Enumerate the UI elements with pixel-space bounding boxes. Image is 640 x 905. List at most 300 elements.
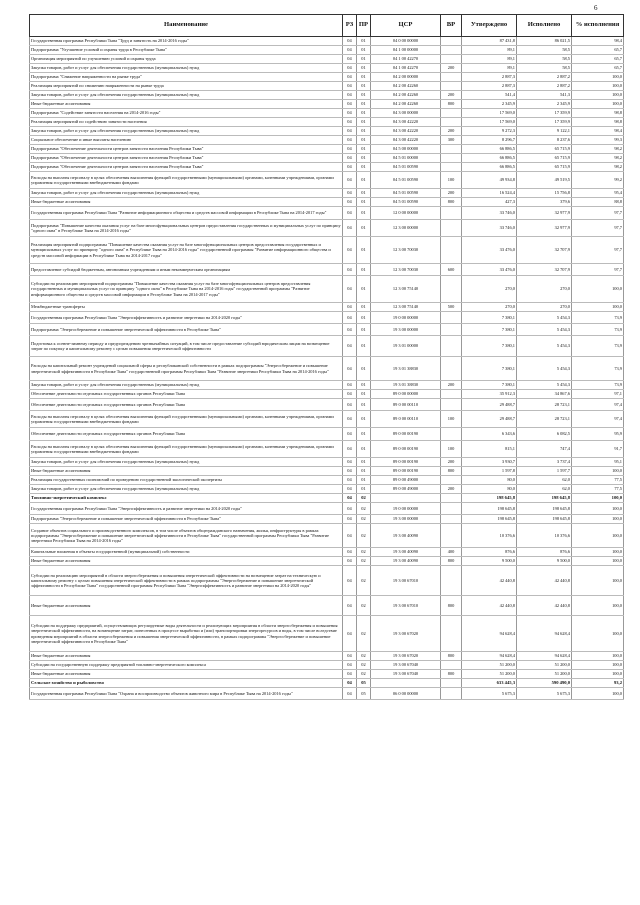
row-vr: 200 bbox=[441, 91, 462, 100]
row-rz: 04 bbox=[343, 198, 357, 207]
row-name: Подпрограмма "Энергосбережение и повышение энергетической эффективности в Республике Тыва" bbox=[30, 515, 343, 524]
row-vr: 800 bbox=[441, 557, 462, 566]
header-rz: РЗ bbox=[343, 15, 357, 37]
row-executed: 32 707,9 bbox=[517, 237, 572, 264]
table-row bbox=[30, 46, 624, 55]
row-executed: 2 887,2 bbox=[517, 82, 572, 91]
row-approved: 33 476,0 bbox=[462, 264, 517, 276]
row-vr: 800 bbox=[441, 670, 462, 679]
row-name: Государственная программа Республики Тыва "Энергоэффективность и развитие энергетики на 2014-2020 годы" bbox=[30, 503, 343, 515]
row-rz: 04 bbox=[343, 357, 357, 381]
row-name: Реализация мероприятий подпрограммы "Повышение качества оказания услуг на базе многофункциональных центров предоставления государственных и муниципальных услуг по принципу "одного окна" в Республике Тыва на 2014-2016 годы" государственной программы "Развитие информационного общества и средств массовой информации в Республике Тыва на 2014-2017 годы" bbox=[30, 237, 343, 264]
row-pr: 02 bbox=[357, 524, 371, 548]
row-percent: 97,7 bbox=[572, 237, 624, 264]
row-approved: 198 645,8 bbox=[462, 515, 517, 524]
header-percent: % исполнения bbox=[572, 15, 624, 37]
row-vr: 200 bbox=[441, 485, 462, 494]
row-vr: 300 bbox=[441, 136, 462, 145]
row-vr bbox=[441, 109, 462, 118]
row-percent: 97,7 bbox=[572, 264, 624, 276]
row-vr: 800 bbox=[441, 467, 462, 476]
row-approved: 198 645,8 bbox=[462, 494, 517, 503]
table-row bbox=[30, 55, 624, 64]
row-approved: 66 886,5 bbox=[462, 145, 517, 154]
row-vr bbox=[441, 357, 462, 381]
row-executed: 34 867,6 bbox=[517, 390, 572, 399]
row-percent: 73,9 bbox=[572, 336, 624, 357]
header-pr: ПР bbox=[357, 15, 371, 37]
row-rz: 04 bbox=[343, 548, 357, 557]
row-pr: 01 bbox=[357, 264, 371, 276]
row-name: Иные бюджетные ассигнования bbox=[30, 557, 343, 566]
row-executed: 876,6 bbox=[517, 548, 572, 557]
row-name: Обеспечение деятельности отдельных государственных органов Республики Тыва bbox=[30, 399, 343, 411]
row-percent: 100,0 bbox=[572, 82, 624, 91]
row-pr: 01 bbox=[357, 303, 371, 312]
row-pr: 02 bbox=[357, 494, 371, 503]
table-row bbox=[30, 82, 624, 91]
row-rz: 04 bbox=[343, 485, 357, 494]
row-csr: 19 3 00 40090 bbox=[371, 548, 441, 557]
header-name: Наименование bbox=[30, 15, 343, 37]
row-vr: 100 bbox=[441, 441, 462, 458]
row-vr: 200 bbox=[441, 381, 462, 390]
row-csr bbox=[371, 679, 441, 688]
header-vr: ВР bbox=[441, 15, 462, 37]
row-approved: 33 476,0 bbox=[462, 237, 517, 264]
row-csr: 89 0 00 49000 bbox=[371, 476, 441, 485]
row-csr: 04 5 01 00590 bbox=[371, 163, 441, 172]
row-approved: 80,0 bbox=[462, 476, 517, 485]
row-pr: 01 bbox=[357, 100, 371, 109]
row-name: Подпрограмма "Повышение качества оказания услуг на базе многофункциональных центров предоставления государственных и муниципальных услуг по принципу "одного окна" в Республике Тыва на 2014-2016 годы" bbox=[30, 220, 343, 237]
row-csr: 89 0 00 00110 bbox=[371, 399, 441, 411]
table-row bbox=[30, 237, 624, 264]
row-pr: 01 bbox=[357, 458, 371, 467]
row-csr: 19 3 00 00000 bbox=[371, 324, 441, 336]
row-vr bbox=[441, 145, 462, 154]
row-approved: 7 380,1 bbox=[462, 324, 517, 336]
row-vr bbox=[441, 154, 462, 163]
row-name: Иные бюджетные ассигнования bbox=[30, 198, 343, 207]
row-csr: 19 3 01 00000 bbox=[371, 336, 441, 357]
row-csr: 04 5 01 00590 bbox=[371, 172, 441, 189]
row-rz: 04 bbox=[343, 220, 357, 237]
row-vr bbox=[441, 207, 462, 220]
row-approved: 427,3 bbox=[462, 198, 517, 207]
table-row bbox=[30, 503, 624, 515]
row-percent: 97,4 bbox=[572, 399, 624, 411]
row-pr: 05 bbox=[357, 688, 371, 700]
row-approved: 87 431,8 bbox=[462, 37, 517, 46]
row-csr: 04 5 01 00590 bbox=[371, 189, 441, 198]
row-approved: 89,1 bbox=[462, 55, 517, 64]
row-vr bbox=[441, 237, 462, 264]
row-rz: 04 bbox=[343, 324, 357, 336]
row-executed: 9 122,1 bbox=[517, 127, 572, 136]
row-percent: 100,0 bbox=[572, 73, 624, 82]
row-executed: 42 440,8 bbox=[517, 596, 572, 616]
row-percent: 93,2 bbox=[572, 679, 624, 688]
table-row bbox=[30, 548, 624, 557]
row-executed: 198 645,8 bbox=[517, 503, 572, 515]
row-pr: 01 bbox=[357, 324, 371, 336]
row-vr bbox=[441, 390, 462, 399]
row-vr bbox=[441, 515, 462, 524]
row-executed: 65 715,9 bbox=[517, 154, 572, 163]
row-pr: 02 bbox=[357, 596, 371, 616]
row-executed: 32 707,9 bbox=[517, 264, 572, 276]
table-row bbox=[30, 312, 624, 324]
table-row bbox=[30, 145, 624, 154]
row-vr bbox=[441, 661, 462, 670]
table-row bbox=[30, 688, 624, 700]
row-approved: 17 569,0 bbox=[462, 109, 517, 118]
table-row bbox=[30, 399, 624, 411]
row-executed: 5 454,3 bbox=[517, 324, 572, 336]
row-percent: 100,0 bbox=[572, 548, 624, 557]
row-pr: 02 bbox=[357, 515, 371, 524]
row-executed: 94 628,4 bbox=[517, 616, 572, 652]
row-name: Иные бюджетные ассигнования bbox=[30, 467, 343, 476]
row-rz: 04 bbox=[343, 503, 357, 515]
row-executed: 58,5 bbox=[517, 64, 572, 73]
row-executed: 5 454,3 bbox=[517, 312, 572, 324]
row-percent: 73,9 bbox=[572, 381, 624, 390]
row-rz: 04 bbox=[343, 458, 357, 467]
row-name: Закупка товаров, работ и услуг для обеспечения государственных (муниципальных) нужд bbox=[30, 485, 343, 494]
table-row bbox=[30, 172, 624, 189]
row-percent: 100,0 bbox=[572, 566, 624, 596]
row-rz: 04 bbox=[343, 37, 357, 46]
row-pr: 01 bbox=[357, 207, 371, 220]
row-csr: 12 3 00 75140 bbox=[371, 276, 441, 303]
row-rz: 04 bbox=[343, 55, 357, 64]
row-percent: 65,7 bbox=[572, 55, 624, 64]
row-vr bbox=[441, 494, 462, 503]
row-csr: 19 3 00 67040 bbox=[371, 670, 441, 679]
row-percent: 100,0 bbox=[572, 596, 624, 616]
row-csr: 04 3 00 42220 bbox=[371, 127, 441, 136]
row-executed: 1 597,7 bbox=[517, 467, 572, 476]
row-vr bbox=[441, 476, 462, 485]
row-percent: 77,5 bbox=[572, 485, 624, 494]
row-executed: 2 345,9 bbox=[517, 100, 572, 109]
table-row bbox=[30, 596, 624, 616]
row-approved: 7 380,1 bbox=[462, 312, 517, 324]
row-approved: 66 886,5 bbox=[462, 154, 517, 163]
header-csr: ЦСР bbox=[371, 15, 441, 37]
row-approved: 29 488,7 bbox=[462, 399, 517, 411]
row-pr: 01 bbox=[357, 428, 371, 441]
row-pr: 01 bbox=[357, 381, 371, 390]
row-name: Подпрограмма "Обеспечение деятельности центров занятости населения Республики Тыва" bbox=[30, 163, 343, 172]
row-percent: 100,0 bbox=[572, 91, 624, 100]
row-csr: 12 3 00 00000 bbox=[371, 220, 441, 237]
row-pr: 01 bbox=[357, 276, 371, 303]
row-rz: 04 bbox=[343, 163, 357, 172]
table-row bbox=[30, 381, 624, 390]
table-row bbox=[30, 566, 624, 596]
row-csr: 12 3 00 75140 bbox=[371, 303, 441, 312]
row-executed: 49 519,5 bbox=[517, 172, 572, 189]
row-percent: 95,9 bbox=[572, 428, 624, 441]
row-csr: 12 0 00 00000 bbox=[371, 207, 441, 220]
row-rz: 04 bbox=[343, 467, 357, 476]
table-row bbox=[30, 467, 624, 476]
row-executed: 28 723,1 bbox=[517, 411, 572, 428]
row-name: Подпрограмма "Обеспечение деятельности центров занятости населения Республики Тыва" bbox=[30, 145, 343, 154]
row-approved: 198 645,8 bbox=[462, 503, 517, 515]
row-csr: 89 0 00 00000 bbox=[371, 390, 441, 399]
row-vr bbox=[441, 616, 462, 652]
row-pr: 01 bbox=[357, 357, 371, 381]
row-approved: 2 345,9 bbox=[462, 100, 517, 109]
header-executed: Исполнено bbox=[517, 15, 572, 37]
row-vr: 200 bbox=[441, 64, 462, 73]
row-executed: 86 021,5 bbox=[517, 37, 572, 46]
row-name: Государственная программа Республики Тыва "Труд и занятость на 2014-2016 годы" bbox=[30, 37, 343, 46]
row-pr: 01 bbox=[357, 390, 371, 399]
row-csr: 04 2 00 00000 bbox=[371, 73, 441, 82]
row-name: Субсидии на реализацию мероприятий подпрограммы "Повышение качества оказания услуг на базе многофункциональных центров предоставления государственных и муниципальных услуг по принципу "одного окна" в Республике Тыва на 2014-2016 годы" государственной программы "Развитие информационного общества и средств массовой информации в Республике Тыва на 2014-2017 годы" bbox=[30, 276, 343, 303]
row-percent: 98,2 bbox=[572, 154, 624, 163]
row-pr: 01 bbox=[357, 399, 371, 411]
table-row bbox=[30, 276, 624, 303]
row-approved: 3 930,7 bbox=[462, 458, 517, 467]
row-csr: 04 5 01 00000 bbox=[371, 154, 441, 163]
row-rz: 04 bbox=[343, 109, 357, 118]
row-vr bbox=[441, 73, 462, 82]
row-rz: 04 bbox=[343, 127, 357, 136]
row-approved: 51 200,0 bbox=[462, 661, 517, 670]
table-row bbox=[30, 411, 624, 428]
row-csr: 19 0 00 00000 bbox=[371, 503, 441, 515]
row-approved: 8 296,7 bbox=[462, 136, 517, 145]
row-rz: 04 bbox=[343, 207, 357, 220]
table-row bbox=[30, 264, 624, 276]
row-rz: 04 bbox=[343, 616, 357, 652]
row-rz: 04 bbox=[343, 312, 357, 324]
row-executed: 5 675,3 bbox=[517, 688, 572, 700]
row-name: Иные бюджетные ассигнования bbox=[30, 596, 343, 616]
table-row bbox=[30, 661, 624, 670]
row-pr: 01 bbox=[357, 145, 371, 154]
row-rz: 04 bbox=[343, 336, 357, 357]
row-approved: 66 886,5 bbox=[462, 163, 517, 172]
row-percent: 100,0 bbox=[572, 688, 624, 700]
table-row bbox=[30, 163, 624, 172]
row-percent: 98,4 bbox=[572, 127, 624, 136]
row-name: Расходы на выплаты персоналу в целях обеспечения выполнения функций государственными (муниципальными) органами, казенными учреждениями, органами управления государственными внебюджетными фондами bbox=[30, 411, 343, 428]
row-name: Подготовка к осенне-зимнему периоду и предупреждению чрезвычайных ситуаций, в том числе предоставление субсидий юридическим лицам на возмещение затрат по покупку и капитальному ремонту с целью повышения энергетической эффективности bbox=[30, 336, 343, 357]
row-approved: 49 934,8 bbox=[462, 172, 517, 189]
row-rz: 04 bbox=[343, 688, 357, 700]
table-row bbox=[30, 494, 624, 503]
row-approved: 7 380,1 bbox=[462, 336, 517, 357]
row-csr: 19 3 00 67010 bbox=[371, 596, 441, 616]
table-row bbox=[30, 336, 624, 357]
row-pr: 01 bbox=[357, 127, 371, 136]
row-name: Предоставление субсидий бюджетным, автономным учреждениям и иным некоммерческим организациям bbox=[30, 264, 343, 276]
row-percent: 98,4 bbox=[572, 37, 624, 46]
row-name: Закупка товаров, работ и услуг для обеспечения государственных (муниципальных) нужд bbox=[30, 64, 343, 73]
row-vr: 800 bbox=[441, 596, 462, 616]
row-csr: 04 1 00 00000 bbox=[371, 46, 441, 55]
table-body bbox=[30, 37, 624, 700]
row-percent: 98,2 bbox=[572, 145, 624, 154]
row-csr: 19 3 00 40090 bbox=[371, 557, 441, 566]
row-percent: 65,7 bbox=[572, 64, 624, 73]
row-csr: 04 3 00 42220 bbox=[371, 136, 441, 145]
row-pr: 02 bbox=[357, 548, 371, 557]
row-executed: 94 628,4 bbox=[517, 652, 572, 661]
row-rz: 04 bbox=[343, 118, 357, 127]
row-rz: 04 bbox=[343, 303, 357, 312]
row-executed: 58,5 bbox=[517, 55, 572, 64]
row-percent: 100,0 bbox=[572, 467, 624, 476]
row-approved: 80,0 bbox=[462, 485, 517, 494]
row-vr bbox=[441, 679, 462, 688]
row-name: Организация мероприятий по улучшению условий и охраны труда bbox=[30, 55, 343, 64]
row-csr: 04 5 01 00590 bbox=[371, 198, 441, 207]
row-percent: 73,9 bbox=[572, 357, 624, 381]
row-csr: 04 1 00 42270 bbox=[371, 55, 441, 64]
row-pr: 01 bbox=[357, 476, 371, 485]
table-row bbox=[30, 652, 624, 661]
row-name: Субсидии на государственную поддержку предприятий топливно-энергетического комплекса bbox=[30, 661, 343, 670]
row-name: Закупка товаров, работ и услуг для обеспечения государственных (муниципальных) нужд bbox=[30, 91, 343, 100]
row-name: Подпрограмма "Улучшение условий и охраны труда в Республике Тыва" bbox=[30, 46, 343, 55]
row-csr: 89 0 00 00110 bbox=[371, 411, 441, 428]
row-rz: 04 bbox=[343, 399, 357, 411]
row-executed: 198 645,8 bbox=[517, 494, 572, 503]
row-pr: 01 bbox=[357, 172, 371, 189]
row-approved: 5 675,3 bbox=[462, 688, 517, 700]
row-rz: 04 bbox=[343, 566, 357, 596]
row-executed: 15 756,8 bbox=[517, 189, 572, 198]
row-percent: 97,4 bbox=[572, 411, 624, 428]
row-name: Подпрограмма "Обеспечение деятельности центров занятости населения Республики Тыва" bbox=[30, 154, 343, 163]
row-pr: 02 bbox=[357, 670, 371, 679]
row-executed: 32 977,9 bbox=[517, 220, 572, 237]
row-csr: 89 0 00 00190 bbox=[371, 458, 441, 467]
row-vr: 600 bbox=[441, 264, 462, 276]
row-executed: 2 887,2 bbox=[517, 73, 572, 82]
row-vr bbox=[441, 336, 462, 357]
row-approved: 89,1 bbox=[462, 64, 517, 73]
row-vr: 400 bbox=[441, 548, 462, 557]
row-percent: 95,4 bbox=[572, 189, 624, 198]
row-rz: 04 bbox=[343, 189, 357, 198]
table-row bbox=[30, 485, 624, 494]
row-approved: 7 380,1 bbox=[462, 381, 517, 390]
row-executed: 198 645,8 bbox=[517, 515, 572, 524]
row-executed: 17 359,9 bbox=[517, 109, 572, 118]
table-row bbox=[30, 220, 624, 237]
row-name: Субсидии на реализацию мероприятий в области энергосбережения и повышения энергетической эффективности на возмещение затрат на техническую и капитальному ремонту с целью повышения энергетической эффективности в рамках подпрограммы "Энергосбережение и повышение энергетической эффективности в Республике Тыва" государственной программы Республики Тыва "Энергоэффективность и развитие энергетики на 2014-2020 годы" bbox=[30, 566, 343, 596]
row-percent: 100,0 bbox=[572, 100, 624, 109]
row-name: Государственная программа Республики Тыва "Энергоэффективность и развитие энергетики на 2014-2020 годы" bbox=[30, 312, 343, 324]
table-row bbox=[30, 557, 624, 566]
row-percent: 98,8 bbox=[572, 109, 624, 118]
table-header-row bbox=[30, 15, 624, 37]
row-executed: 5 454,3 bbox=[517, 381, 572, 390]
row-executed: 5 454,3 bbox=[517, 357, 572, 381]
row-pr: 01 bbox=[357, 411, 371, 428]
table-row bbox=[30, 207, 624, 220]
row-name: Создание объектов социального и производственного комплексов, в том числе объектов общегражданского назначения, жилья, инфраструктуры в рамках подпрограммы "Энергосбережение и повышение энергетической эффективности в Республике Тыва" государственной программы Республики Тыва "Развитие энергетики Республики Тыва на 2014-2016 годы" bbox=[30, 524, 343, 548]
row-percent: 99,2 bbox=[572, 172, 624, 189]
row-executed: 270,0 bbox=[517, 303, 572, 312]
table-row bbox=[30, 428, 624, 441]
row-executed: 42 440,8 bbox=[517, 566, 572, 596]
row-pr: 01 bbox=[357, 189, 371, 198]
row-csr: 04 5 00 00000 bbox=[371, 145, 441, 154]
row-approved: 33 746,0 bbox=[462, 220, 517, 237]
row-approved: 7 380,1 bbox=[462, 357, 517, 381]
row-pr: 01 bbox=[357, 485, 371, 494]
row-percent: 97,7 bbox=[572, 207, 624, 220]
row-rz: 04 bbox=[343, 476, 357, 485]
row-name: Расходы на выплаты персоналу в целях обеспечения выполнения функций государственными (муниципальными) органами, казенными учреждениями, органами управления государственными внебюджетными фондами bbox=[30, 441, 343, 458]
row-csr: 19 3 00 67020 bbox=[371, 652, 441, 661]
row-executed: 65 715,9 bbox=[517, 163, 572, 172]
row-percent: 73,9 bbox=[572, 312, 624, 324]
row-vr bbox=[441, 324, 462, 336]
row-name: Реализация мероприятий по снижению напряженности на рынке труда bbox=[30, 82, 343, 91]
row-pr: 01 bbox=[357, 55, 371, 64]
row-pr: 01 bbox=[357, 118, 371, 127]
table-row bbox=[30, 73, 624, 82]
row-pr: 01 bbox=[357, 64, 371, 73]
row-name: Реализация мероприятий по содействию занятости населения bbox=[30, 118, 343, 127]
row-pr: 01 bbox=[357, 154, 371, 163]
row-approved: 270,0 bbox=[462, 303, 517, 312]
row-name: Капитальные вложения в объекты государственной (муниципальной) собственности bbox=[30, 548, 343, 557]
table-row bbox=[30, 37, 624, 46]
row-pr: 01 bbox=[357, 136, 371, 145]
row-vr bbox=[441, 503, 462, 515]
row-percent: 91,7 bbox=[572, 441, 624, 458]
table-row bbox=[30, 136, 624, 145]
row-executed: 62,0 bbox=[517, 476, 572, 485]
row-pr: 01 bbox=[357, 467, 371, 476]
row-rz: 04 bbox=[343, 64, 357, 73]
row-csr: 19 3 00 67010 bbox=[371, 566, 441, 596]
row-vr bbox=[441, 118, 462, 127]
row-approved: 541,4 bbox=[462, 91, 517, 100]
row-rz: 04 bbox=[343, 172, 357, 189]
row-approved: 94 628,4 bbox=[462, 616, 517, 652]
row-vr bbox=[441, 163, 462, 172]
row-approved: 29 488,7 bbox=[462, 411, 517, 428]
row-executed: 51 200,0 bbox=[517, 661, 572, 670]
row-name: Сельское хозяйство и рыболовство bbox=[30, 679, 343, 688]
row-percent: 88,8 bbox=[572, 198, 624, 207]
row-approved: 94 628,4 bbox=[462, 652, 517, 661]
row-approved: 10 376,6 bbox=[462, 524, 517, 548]
row-csr: 04 0 00 00000 bbox=[371, 37, 441, 46]
row-name: Межбюджетные трансферты bbox=[30, 303, 343, 312]
row-percent: 100,0 bbox=[572, 515, 624, 524]
row-percent: 77,5 bbox=[572, 476, 624, 485]
row-csr: 04 2 00 42260 bbox=[371, 82, 441, 91]
row-rz: 04 bbox=[343, 46, 357, 55]
row-approved: 33 746,0 bbox=[462, 207, 517, 220]
row-csr: 04 3 00 00000 bbox=[371, 109, 441, 118]
row-executed: 9 500,0 bbox=[517, 557, 572, 566]
